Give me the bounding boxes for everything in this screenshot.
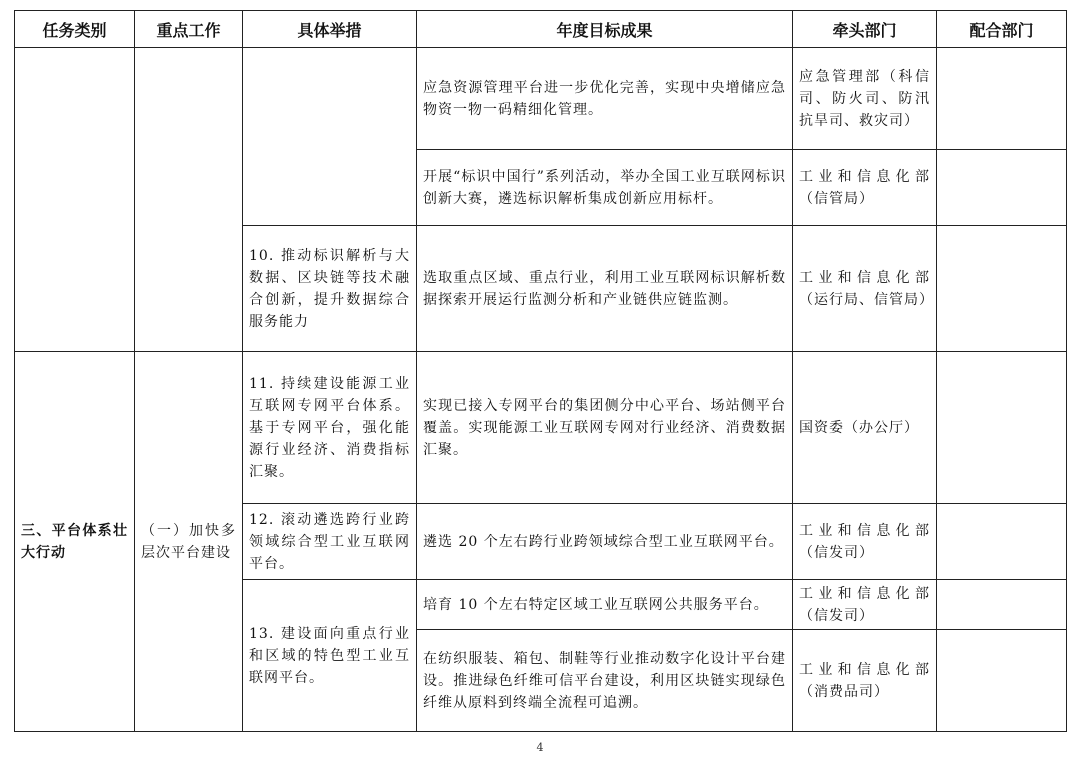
target-cell: 开展“标识中国行”系列活动，举办全国工业互联网标识创新大赛，遴选标识解析集成创新应用标杆。 [417,150,793,226]
key-work-cell: （一）加快多层次平台建设 [135,352,243,732]
table-row [15,352,1067,504]
lead-dept-cell: 工业和信息化部（信发司） [793,504,937,580]
key-work-cell [135,48,243,352]
category-cell [15,48,135,352]
target-cell: 在纺织服装、箱包、制鞋等行业推动数字化设计平台建设。推进绿色纤维可信平台建设，利用区块链实现绿色纤维从原料到终端全流程可追溯。 [417,630,793,732]
header-support-dept: 配合部门 [937,11,1067,48]
lead-dept-cell: 工业和信息化部（运行局、信管局） [793,226,937,352]
lead-dept-cell: 国资委（办公厅） [793,352,937,504]
header-annual-target: 年度目标成果 [417,11,793,48]
lead-dept-cell: 应急管理部（科信司、防火司、防汛抗旱司、救灾司） [793,48,937,150]
header-category: 任务类别 [15,11,135,48]
target-cell: 遴选 20 个左右跨行业跨领域综合型工业互联网平台。 [417,504,793,580]
target-cell: 实现已接入专网平台的集团侧分中心平台、场站侧平台覆盖。实现能源工业互联网专网对行业经济、消费数据汇聚。 [417,352,793,504]
measure-cell: 13. 建设面向重点行业和区域的特色型工业互联网平台。 [243,580,417,732]
measure-cell [243,48,417,226]
target-cell: 选取重点区域、重点行业，利用工业互联网标识解析数据探索开展运行监测分析和产业链供应链监测。 [417,226,793,352]
lead-dept-cell: 工业和信息化部（信管局） [793,150,937,226]
header-key-work: 重点工作 [135,11,243,48]
lead-dept-cell: 工业和信息化部（信发司） [793,580,937,630]
measure-cell: 11. 持续建设能源工业互联网专网平台体系。基于专网平台，强化能源行业经济、消费指标汇聚。 [243,352,417,504]
support-dept-cell [937,226,1067,352]
support-dept-cell [937,580,1067,630]
measure-cell: 12. 滚动遴选跨行业跨领域综合型工业互联网平台。 [243,504,417,580]
target-cell: 应急资源管理平台进一步优化完善，实现中央增储应急物资一物一码精细化管理。 [417,48,793,150]
target-cell: 培育 10 个左右特定区域工业互联网公共服务平台。 [417,580,793,630]
measure-cell: 10. 推动标识解析与大数据、区块链等技术融合创新，提升数据综合服务能力 [243,226,417,352]
header-row [15,11,1067,48]
category-cell: 三、平台体系壮大行动 [15,352,135,732]
task-table [14,10,1067,732]
support-dept-cell [937,352,1067,504]
header-lead-dept: 牵头部门 [793,11,937,48]
support-dept-cell [937,150,1067,226]
support-dept-cell [937,504,1067,580]
header-measure: 具体举措 [243,11,417,48]
table-row [15,48,1067,150]
support-dept-cell [937,48,1067,150]
lead-dept-cell: 工业和信息化部（消费品司） [793,630,937,732]
page-number: 4 [536,741,544,754]
support-dept-cell [937,630,1067,732]
